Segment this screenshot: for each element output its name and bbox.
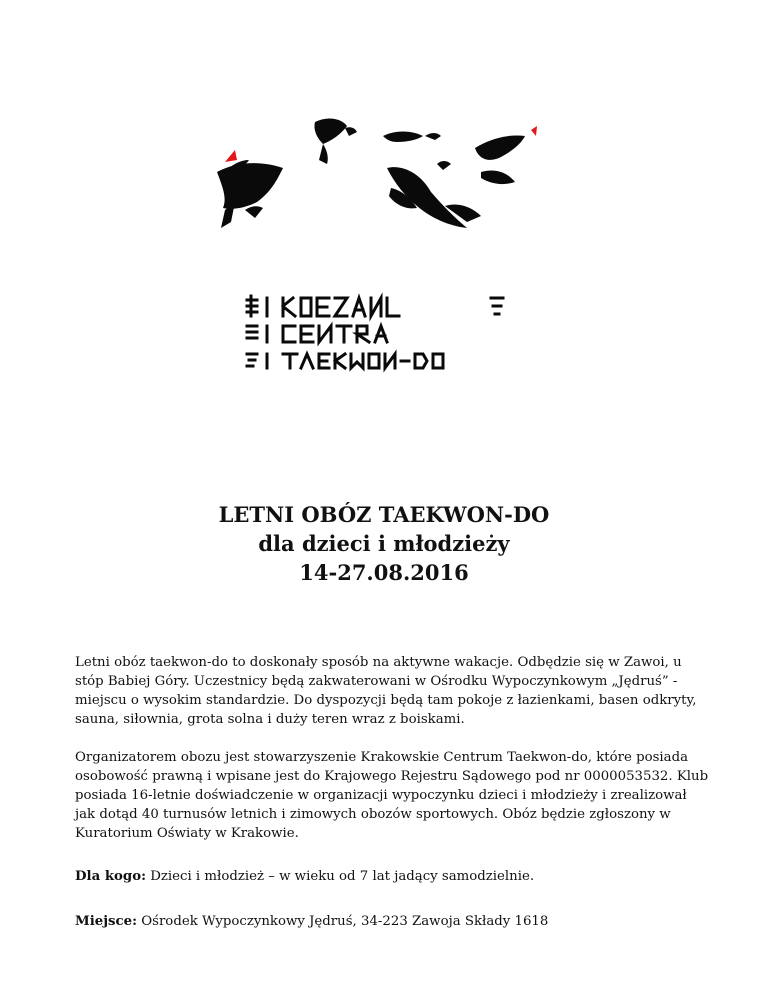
document-body <box>75 653 710 957</box>
info-place-label: Miejsce: <box>75 914 137 929</box>
title-block <box>0 500 768 587</box>
organizer-paragraph: Organizatorem obozu jest stowarzyszenie Krakowskie Centrum Taekwon-do, które posiada osobowość prawną i wpisane jest do Krajowego Rejestru Sądowego pod nr 0000053532. Klub posiada 16-letnie doświadczenie w organizacji wypoczynku dzieci i młodzieży i zrealizował jak dotąd 40 turnusów letnich i zimowych obozów sportowych. Obóz będzie zgłoszony w Kuratorium Oświaty w Krakowie. <box>75 750 709 841</box>
info-who-value: Dzieci i młodzież – w wieku od 7 lat jadący samodzielnie. <box>145 869 535 884</box>
taekwondo-fighters-logo-icon <box>205 110 555 390</box>
info-who-label: Dla kogo: <box>75 869 146 884</box>
camp-dates: 14-27.08.2016 <box>299 560 469 585</box>
page-title: LETNI OBÓZ TAEKWON-DO <box>218 502 550 527</box>
info-who <box>75 867 710 886</box>
page-subtitle: dla dzieci i młodzieży <box>258 531 510 556</box>
info-place <box>75 912 710 931</box>
intro-paragraph: Letni obóz taekwon-do to doskonały sposób na aktywne wakacje. Odbędzie się w Zawoi, u stóp Babiej Góry. Uczestnicy będą zakwaterowani w Ośrodku Wypoczynkowym „Jędruś” - miejscu o wysokim standardzie. Do dyspozycji będą tam pokoje z łazienkami, basen odkryty, sauna, siłownia, grota solna i duży teren wraz z boiskami. <box>75 655 697 727</box>
svg-text:KRAKOWSKIE: KRAKOWSKIE <box>205 110 213 111</box>
info-place-value: Ośrodek Wypoczynkowy Jędruś, 34-223 Zawoja Składy 1618 <box>137 914 549 929</box>
